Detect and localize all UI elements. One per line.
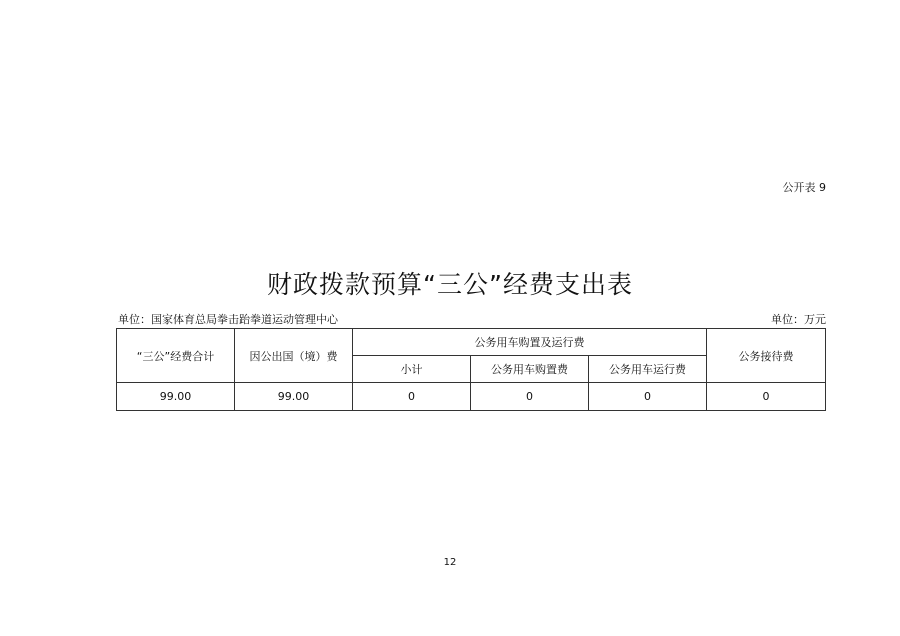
- cell-vehicle-purchase: 0: [471, 383, 589, 411]
- header-vehicle-group: 公务用车购置及运行费: [353, 329, 707, 356]
- cell-reception: 0: [707, 383, 826, 411]
- form-number: 公开表 9: [782, 181, 826, 194]
- header-vehicle-operation: 公务用车运行费: [589, 356, 707, 383]
- cell-abroad: 99.00: [235, 383, 353, 411]
- three-public-expenses-table: [116, 328, 826, 411]
- header-abroad: 因公出国（境）费: [235, 329, 353, 383]
- cell-total: 99.00: [117, 383, 235, 411]
- currency-unit: 单位：万元: [771, 313, 826, 326]
- reporting-unit: 单位：国家体育总局拳击跆拳道运动管理中心: [118, 313, 338, 326]
- header-vehicle-purchase: 公务用车购置费: [471, 356, 589, 383]
- header-reception: 公务接待费: [707, 329, 826, 383]
- header-total: “三公”经费合计: [117, 329, 235, 383]
- table-header-row: [117, 329, 826, 356]
- table-row: [117, 383, 826, 411]
- page-number: 12: [443, 557, 457, 568]
- cell-subtotal: 0: [353, 383, 471, 411]
- header-subtotal: 小计: [353, 356, 471, 383]
- cell-vehicle-operation: 0: [589, 383, 707, 411]
- page-title: 财政拨款预算“三公”经费支出表: [267, 270, 633, 299]
